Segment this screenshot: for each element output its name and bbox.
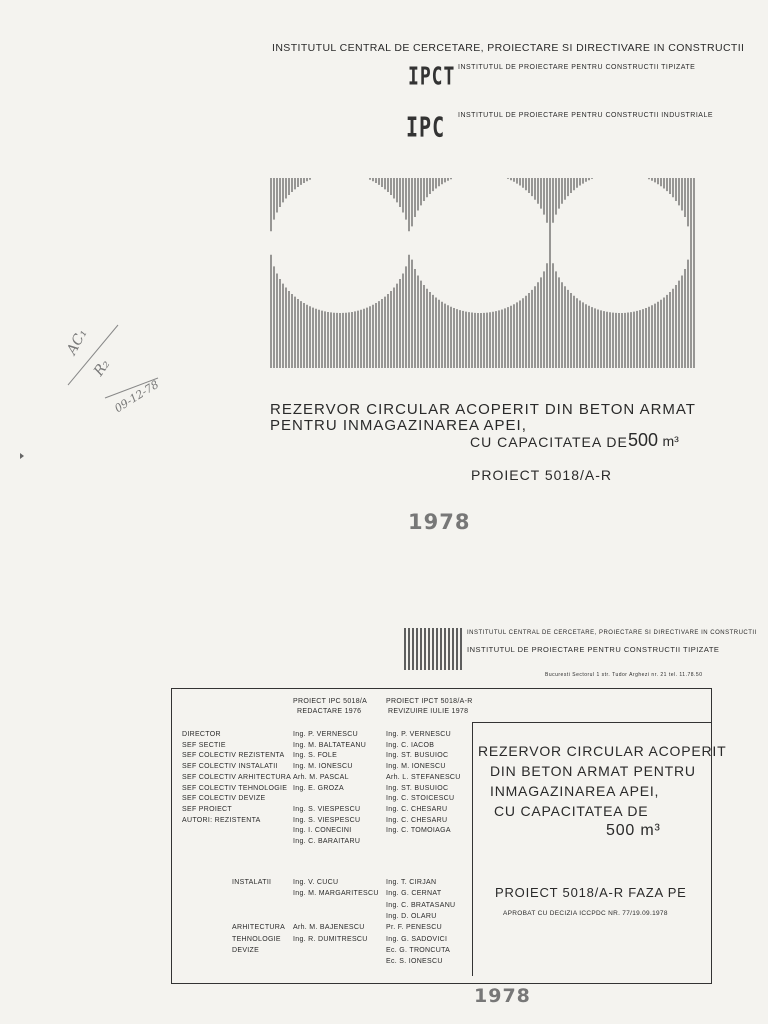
box-title-line-4: CU CAPACITATEA DE	[494, 803, 649, 819]
lower-main-institute: INSTITUTUL CENTRAL DE CERCETARE, PROIECTARE SI DIRECTIVARE IN CONSTRUCTII	[467, 630, 757, 636]
col2-header-1: PROIECT IPCT 5018/A-R	[386, 698, 473, 705]
ipc-logo: IPC	[406, 110, 446, 144]
staff-name: Ing. C. CHESARU	[386, 805, 448, 813]
main-institute-heading: INSTITUTUL CENTRAL DE CERCETARE, PROIECTARE SI DIRECTIVARE IN CONSTRUCTII	[272, 42, 745, 54]
staff-name: Ing. C. BARAITARU	[293, 838, 361, 845]
handwritten-date: 09-12-78	[112, 377, 162, 416]
cover-year: 1978	[408, 510, 471, 534]
staff-name: Ing. M. IONESCU	[386, 763, 446, 771]
staff-name: Arh. M. BAJENESCU	[293, 924, 365, 932]
staff-name: Ing. C. IACOB	[386, 741, 435, 749]
staff-name: Ing. D. OLARU	[386, 912, 437, 920]
cover-project-number: PROIECT 5018/A-R	[471, 467, 613, 483]
box-title-line-2: DIN BETON ARMAT PENTRU	[490, 763, 696, 779]
box-capacity: 500 m³	[606, 822, 661, 839]
staff-name: Ing. C. STOICESCU	[386, 795, 455, 803]
staff-name: Ing. S. FOLE	[293, 752, 338, 760]
staff-role-label: DEVIZE	[232, 946, 260, 954]
lower-ipct-institute: INSTITUTUL DE PROIECTARE PENTRU CONSTRUCTII TIPIZATE	[467, 645, 720, 654]
staff-name: Ing. P. VERNESCU	[293, 731, 358, 738]
staff-name: Ing. T. CIRJAN	[386, 879, 437, 886]
staff-role-label: SEF PROIECT	[182, 805, 232, 813]
staff-name: Ing. G. SADOVICI	[386, 935, 448, 943]
staff-role-label: DIRECTOR	[182, 731, 221, 738]
staff-name: Ing. C. BRATASANU	[386, 901, 456, 909]
cover-title-line-3: CU CAPACITATEA DE	[470, 434, 628, 450]
handwritten-note-1: AC₁	[63, 326, 91, 358]
staff-role-label: SEF COLECTIV REZISTENTA	[182, 752, 285, 760]
staff-name: Ing. S. VIESPESCU	[293, 816, 361, 824]
staff-name: Ing. M. BALTATEANU	[293, 741, 367, 749]
three-circles-graphic	[270, 178, 696, 368]
ipct-logo: IPCT	[408, 62, 456, 92]
title-block-title-frame	[472, 722, 712, 976]
staff-name: Ing. C. CHESARU	[386, 816, 448, 824]
cover-title-line-1: REZERVOR CIRCULAR ACOPERIT DIN BETON ARMAT	[270, 401, 696, 418]
staff-role-label: SEF SECTIE	[182, 741, 226, 749]
staff-name: Ing. G. CERNAT	[386, 890, 442, 898]
staff-name: Ing. E. GROZA	[293, 784, 344, 792]
box-project-phase: PROIECT 5018/A-R FAZA PE	[495, 885, 687, 900]
handwritten-strokes	[60, 320, 180, 420]
staff-role-label: SEF COLECTIV TEHNOLOGIE	[182, 784, 288, 792]
col1-header-2: REDACTARE 1976	[297, 708, 362, 715]
staff-name: Ing. M. MARGARITESCU	[293, 890, 379, 898]
ipc-institute-name: INSTITUTUL DE PROIECTARE PENTRU CONSTRUCTII INDUSTRIALE	[458, 112, 714, 119]
staff-role-label: SEF COLECTIV DEVIZE	[182, 795, 266, 803]
staff-role-label: SEF COLECTIV INSTALATII	[182, 763, 278, 771]
staff-name: Ing. S. VIESPESCU	[293, 805, 361, 813]
staff-name: Ing. P. VERNESCU	[386, 731, 451, 738]
staff-role-label: SEF COLECTIV ARHITECTURA	[182, 773, 292, 781]
staff-role-label: AUTORI: REZISTENTA	[182, 816, 261, 824]
capacity-unit: m³	[662, 433, 679, 449]
capacity-value: 500	[628, 430, 659, 450]
staff-name: Pr. F. PENESCU	[386, 924, 442, 932]
cover-capacity	[628, 430, 679, 451]
staff-name: Ec. G. TRONCUTA	[386, 946, 451, 954]
approval-note: APROBAT CU DECIZIA ICCPDC NR. 77/19.09.1978	[503, 910, 668, 917]
ipct-institute-name: INSTITUTUL DE PROIECTARE PENTRU CONSTRUCTII TIPIZATE	[458, 64, 696, 71]
lower-year: 1978	[474, 985, 531, 1007]
handwritten-note-2: R₂	[90, 356, 114, 380]
staff-name: Ing. ST. BUSUIOC	[386, 784, 449, 792]
box-title-line-3: INMAGAZINAREA APEI,	[490, 783, 660, 799]
lower-ipct-logo	[404, 628, 462, 670]
cover-title-line-2: PENTRU INMAGAZINAREA APEI,	[270, 417, 527, 434]
staff-name: Ing. C. TOMOIAGA	[386, 827, 451, 835]
staff-role-label: INSTALATII	[232, 879, 272, 886]
staff-name: Ec. S. IONESCU	[386, 958, 443, 966]
col1-header-1: PROIECT IPC 5018/A	[293, 698, 368, 705]
staff-role-label: TEHNOLOGIE	[232, 935, 281, 943]
staff-name: Arh. M. PASCAL	[293, 773, 349, 781]
staff-name: Ing. V. CUCU	[293, 879, 339, 886]
staff-name: Ing. M. IONESCU	[293, 763, 353, 771]
staff-name: Ing. I. CONECINI	[293, 827, 352, 835]
staff-name: Ing. ST. BUSUIOC	[386, 752, 449, 760]
col2-header-2: REVIZUIRE IULIE 1978	[388, 708, 469, 715]
staff-role-label: ARHITECTURA	[232, 924, 286, 932]
margin-mark	[20, 453, 24, 459]
staff-name: Ing. R. DUMITRESCU	[293, 935, 368, 943]
box-title-line-1: REZERVOR CIRCULAR ACOPERIT	[478, 743, 727, 759]
lower-address: Bucuresti Sectorul 1 str. Tudor Arghezi nr. 21 tel. 11.78.50	[545, 672, 703, 678]
staff-name: Arh. L. STEFANESCU	[386, 773, 461, 781]
